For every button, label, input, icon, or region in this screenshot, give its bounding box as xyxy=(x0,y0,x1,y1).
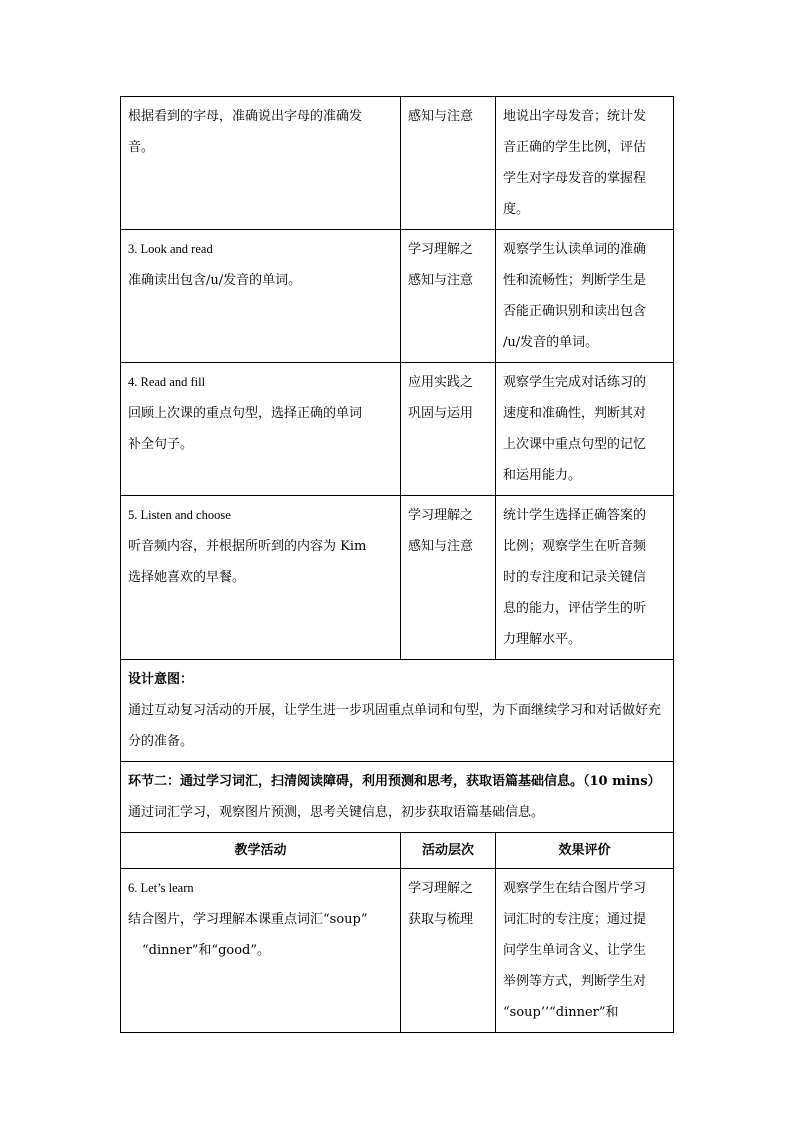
level-line: 学习理解之 xyxy=(408,508,474,523)
level-cell xyxy=(401,97,496,230)
activity-line: 补全句子。 xyxy=(128,437,194,452)
activity-line: 准确读出包含/u/发音的单词。 xyxy=(128,273,302,288)
evaluation-cell xyxy=(496,869,674,1033)
evaluation-line: 速度和准确性，判断其对 xyxy=(503,406,647,421)
evaluation-line: 举例等方式，判断学生对 xyxy=(503,974,647,989)
evaluation-cell xyxy=(496,230,674,363)
evaluation-line: 否能正确识别和读出包含 xyxy=(503,304,647,319)
activity-cell xyxy=(121,869,401,1033)
evaluation-line: 性和流畅性；判断学生是 xyxy=(503,273,647,288)
activity-line: “dinner”和“good”。 xyxy=(142,943,271,958)
activity-cell xyxy=(121,496,401,660)
table-row xyxy=(121,230,674,363)
table-row xyxy=(121,363,674,496)
activity-title: 4. Read and fill xyxy=(128,375,206,389)
level-line: 学习理解之 xyxy=(408,881,474,896)
lesson-plan-table xyxy=(120,96,674,1033)
evaluation-cell xyxy=(496,496,674,660)
design-intent-cell xyxy=(121,660,674,762)
header-level: 活动层次 xyxy=(401,833,496,869)
level-line: 巩固与运用 xyxy=(408,406,474,421)
design-intent-title: 设计意图： xyxy=(128,672,194,687)
level-line: 感知与注意 xyxy=(408,109,474,124)
evaluation-line: “soup’’“dinner”和 xyxy=(503,1005,619,1020)
evaluation-line: 上次课中重点句型的记忆 xyxy=(503,437,647,452)
level-line: 应用实践之 xyxy=(408,375,474,390)
evaluation-line: 力理解水平。 xyxy=(503,632,582,647)
evaluation-line: 时的专注度和记录关键信 xyxy=(503,570,647,585)
activity-line: 选择她喜欢的早餐。 xyxy=(128,570,246,585)
design-intent-text: 通过互动复习活动的开展，让学生进一步巩固重点单词和句型，为下面继续学习和对话做好充分的准备。 xyxy=(128,703,662,749)
header-evaluation: 效果评价 xyxy=(496,833,674,869)
section-two-title: 环节二：通过学习词汇，扫清阅读障碍，利用预测和思考，获取语篇基础信息。（10 mins） xyxy=(128,774,661,789)
activity-cell xyxy=(121,230,401,363)
evaluation-line: 观察学生认读单词的准确 xyxy=(503,242,647,257)
evaluation-line: 观察学生在结合图片学习 xyxy=(503,881,647,896)
level-line: 感知与注意 xyxy=(408,273,474,288)
evaluation-line: 词汇时的专注度；通过提 xyxy=(503,912,647,927)
evaluation-cell xyxy=(496,97,674,230)
evaluation-line: 地说出字母发音；统计发 xyxy=(503,109,647,124)
activity-line: 结合图片，学习理解本课重点词汇“soup” xyxy=(128,912,368,927)
evaluation-line: 和运用能力。 xyxy=(503,468,582,483)
activity-title: 3. Look and read xyxy=(128,242,213,256)
level-cell xyxy=(401,230,496,363)
level-line: 感知与注意 xyxy=(408,539,474,554)
activity-line: 根据看到的字母，准确说出字母的准确发 xyxy=(128,109,363,124)
level-line: 学习理解之 xyxy=(408,242,474,257)
evaluation-line: 音正确的学生比例，评估 xyxy=(503,140,647,155)
table-row xyxy=(121,97,674,230)
evaluation-line: 学生对字母发音的掌握程 xyxy=(503,171,647,186)
table-row xyxy=(121,869,674,1033)
level-cell xyxy=(401,363,496,496)
table-row xyxy=(121,496,674,660)
activity-line: 听音频内容，并根据所听到的内容为 Kim xyxy=(128,539,367,554)
level-cell xyxy=(401,869,496,1033)
evaluation-line: 问学生单词含义、让学生 xyxy=(503,943,647,958)
evaluation-line: /u/发音的单词。 xyxy=(503,335,599,350)
activity-line: 回顾上次课的重点句型，选择正确的单词 xyxy=(128,406,363,421)
activity-line: 音。 xyxy=(128,140,155,155)
evaluation-line: 息的能力，评估学生的听 xyxy=(503,601,647,616)
header-activity: 教学活动 xyxy=(121,833,401,869)
level-cell xyxy=(401,496,496,660)
evaluation-line: 度。 xyxy=(503,202,530,217)
table-header-row xyxy=(121,833,674,869)
evaluation-line: 比例；观察学生在听音频 xyxy=(503,539,647,554)
evaluation-line: 统计学生选择正确答案的 xyxy=(503,508,647,523)
activity-cell xyxy=(121,97,401,230)
activity-title: 5. Listen and choose xyxy=(128,508,231,522)
evaluation-line: 观察学生完成对话练习的 xyxy=(503,375,647,390)
level-line: 获取与梳理 xyxy=(408,912,474,927)
activity-title: 6. Let’s learn xyxy=(128,881,194,895)
activity-cell xyxy=(121,363,401,496)
section-two-text: 通过词汇学习，观察图片预测，思考关键信息，初步获取语篇基础信息。 xyxy=(128,805,545,820)
design-intent-row xyxy=(121,660,674,762)
evaluation-cell xyxy=(496,363,674,496)
section-two-row xyxy=(121,762,674,833)
section-two-cell xyxy=(121,762,674,833)
